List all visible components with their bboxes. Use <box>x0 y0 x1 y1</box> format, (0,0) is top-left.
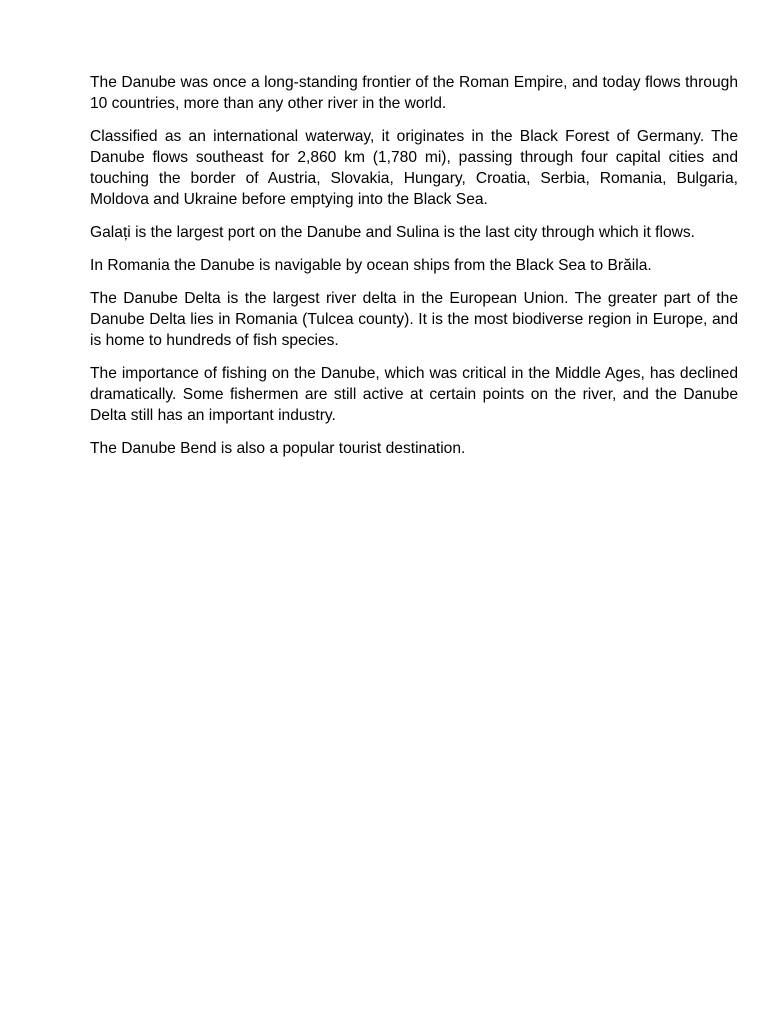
document-page <box>90 72 738 471</box>
paragraph-fishing: The importance of fishing on the Danube, which was critical in the Middle Ages, has declined dramatically. Some fishermen are still active at certain points on the river, and the Danube Delta still has an important industry. <box>90 365 738 424</box>
paragraph-international-waterway: Classified as an international waterway, it originates in the Black Forest of Germany. The Danube flows southeast for 2,860 km (1,780 mi), passing through four capital cities and touching the border of Austria, Slovakia, Hungary, Croatia, Serbia, Romania, Bulgaria, Moldova and Ukraine before emptying into the Black Sea. <box>90 128 738 208</box>
paragraph-roman-frontier: The Danube was once a long-standing frontier of the Roman Empire, and today flows through 10 countries, more than any other river in the world. <box>90 74 738 112</box>
paragraph-galati-port: Galați is the largest port on the Danube and Sulina is the last city through which it flows. <box>90 224 696 241</box>
paragraph-danube-bend: The Danube Bend is also a popular tourist destination. <box>90 440 466 457</box>
paragraph-danube-delta: The Danube Delta is the largest river delta in the European Union. The greater part of the Danube Delta lies in Romania (Tulcea county). It is the most biodiverse region in Europe, and is home to hundreds of fish species. <box>90 290 738 349</box>
paragraph-navigability: In Romania the Danube is navigable by ocean ships from the Black Sea to Brăila. <box>90 257 652 274</box>
